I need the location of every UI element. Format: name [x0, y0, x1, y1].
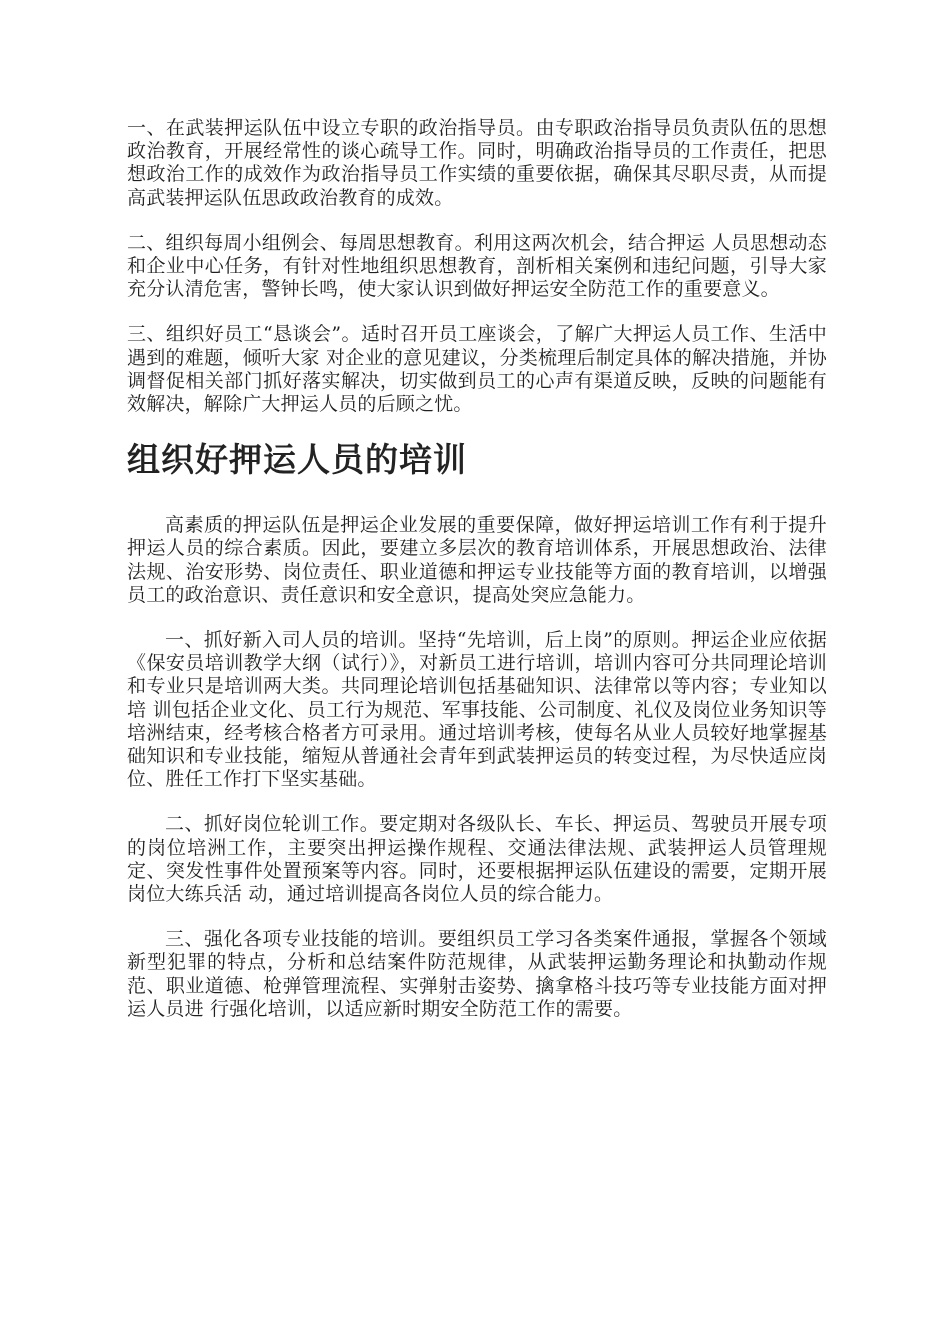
intro-paragraph-2: 二、组织每周小组例会、每周思想教育。利用这两次机会，结合押运 人员思想动态和企业中心任务，有针对性地组织思想教育，剖析相关案例和违纪问题，引导大家充分认清危害，警钟长鸣，使大家认识到做好押运安全防范工作的重要意义。 — [127, 231, 827, 301]
section-paragraph-2: 一、抓好新入司人员的培训。坚持“先培训，后上岗”的原则。押运企业应依据《保安员培训教学大纲（试行）》，对新员工进行培训，培训内容可分共同理论培训和专业只是培训两大类。共同理论培训包括基础知识、法律常以等内容；专业知以培 训包括企业文化、员工行为规范、军事技能、公司制度、礼仪及岗位业务知识等培洲结束，经考核合格者方可录用。通过培训考核，使每名从业人员较好地掌握基础知识和专业技能，缩短从普通社会青年到武装押运员的转变过程，为尽快适应岗位、胜任工作打下坚实基础。 — [127, 629, 827, 791]
intro-paragraph-3: 三、组织好员工“恳谈会”。适时召开员工座谈会，了解广大押运人员工作、生活中遇到的难题，倾听大家 对企业的意见建议，分类梳理后制定具体的解决措施，并协调督促相关部门抓好落实解决，切实做到员工的心声有渠道反映，反映的问题能有效解决，解除广大押运人员的后顾之忧。 — [127, 323, 827, 416]
section-paragraph-4: 三、强化各项专业技能的培训。要组织员工学习各类案件通报，掌握各个领域新型犯罪的特点，分析和总结案件防范规律，从武装押运勤务理论和执勤动作规范、职业道德、枪弹管理流程、实弹射击姿势、擒拿格斗技巧等专业技能方面对押运人员进 行强化培训，以适应新时期安全防范工作的需要。 — [127, 928, 827, 1020]
intro-paragraph-1: 一、在武装押运队伍中设立专职的政治指导员。由专职政治指导员负责队伍的思想政治教育，开展经常性的谈心疏导工作。同时，明确政治指导员的工作责任，把思想政治工作的成效作为政治指导员工作实绩的重要依据，确保其尽职尽责，从而提高武装押运队伍思政政治教育的成效。 — [127, 117, 827, 209]
section-paragraph-1: 高素质的押运队伍是押运企业发展的重要保障，做好押运培训工作有利于提升押运人员的综合素质。因此，要建立多层次的教育培训体系，开展思想政治、法律法规、治安形势、岗位责任、职业道德和押运专业技能等方面的教育培训，以增强员工的政治意识、责任意识和安全意识，提高处突应急能力。 — [127, 514, 827, 606]
section-paragraph-3: 二、抓好岗位轮训工作。要定期对各级队长、车长、押运员、驾驶员开展专项的岗位培洲工作，主要突出押运操作规程、交通法律法规、武装押运人员管理规定、突发性事件处置预案等内容。同时，还要根据押运队伍建设的需要，定期开展岗位大练兵活 动，通过培训提高各岗位人员的综合能力。 — [127, 813, 827, 906]
section-heading: 组织好押运人员的培训 — [127, 440, 467, 480]
document-page — [127, 117, 827, 1043]
